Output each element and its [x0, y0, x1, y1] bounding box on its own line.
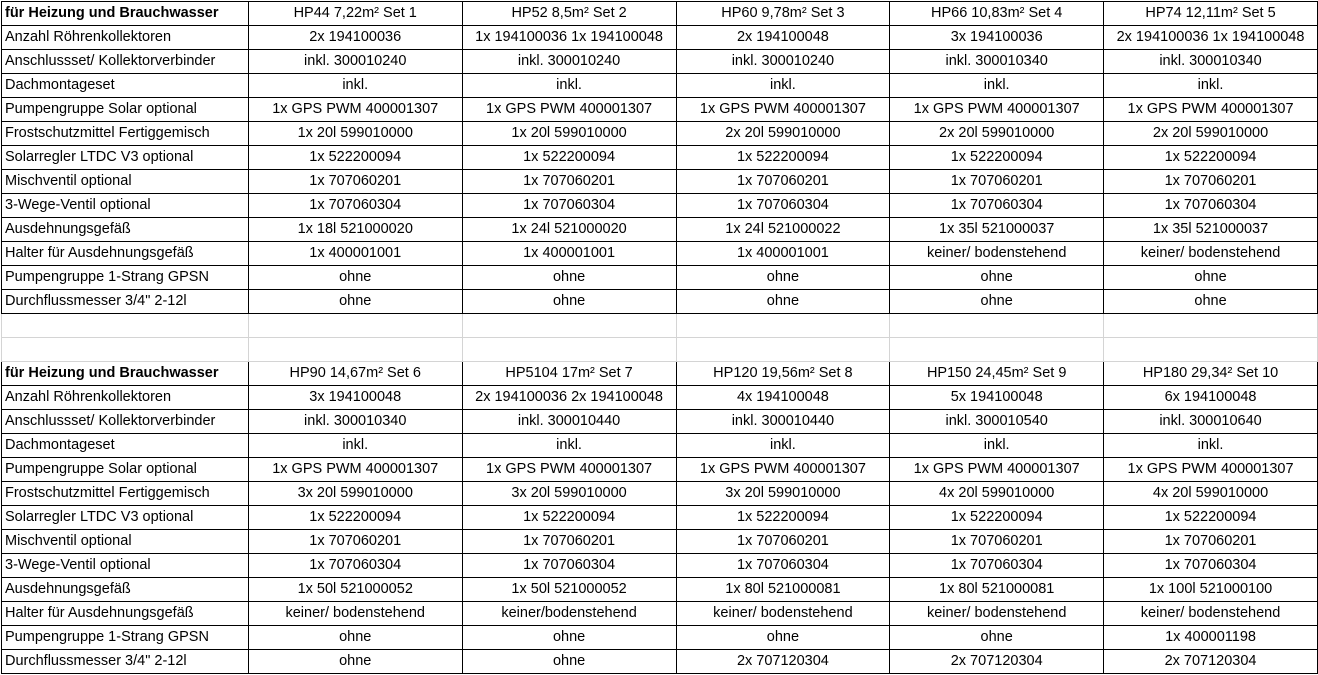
table-row	[2, 122, 1318, 146]
table-row	[2, 626, 1318, 650]
value-cell[interactable]: 1x 707060201	[1104, 530, 1318, 554]
value-cell[interactable]: 4x 20l 599010000	[890, 482, 1104, 506]
value-cell[interactable]: 1x 20l 599010000	[248, 122, 462, 146]
table-row	[2, 410, 1318, 434]
table-row	[2, 290, 1318, 314]
value-cell[interactable]: 5x 194100048	[890, 386, 1104, 410]
value-cell[interactable]: 2x 194100036 2x 194100048	[462, 386, 676, 410]
value-cell[interactable]: HP60 9,78m² Set 3	[676, 2, 890, 26]
value-cell[interactable]: keiner/ bodenstehend	[890, 602, 1104, 626]
table-row	[2, 554, 1318, 578]
row-label-cell[interactable]: Ausdehnungsgefäß	[2, 218, 249, 242]
value-cell[interactable]: 1x 100l 521000100	[1104, 578, 1318, 602]
table-row	[2, 458, 1318, 482]
row-label-cell[interactable]: Frostschutzmittel Fertiggemisch	[2, 482, 249, 506]
row-label-cell[interactable]: Pumpengruppe 1-Strang GPSN	[2, 266, 249, 290]
value-cell[interactable]: 2x 20l 599010000	[676, 122, 890, 146]
value-cell[interactable]: ohne	[462, 290, 676, 314]
value-cell[interactable]: inkl.	[462, 74, 676, 98]
value-cell[interactable]: 1x 707060304	[676, 194, 890, 218]
value-cell[interactable]: 2x 20l 599010000	[1104, 122, 1318, 146]
value-cell[interactable]: inkl.	[890, 434, 1104, 458]
value-cell[interactable]: 1x GPS PWM 400001307	[890, 458, 1104, 482]
value-cell[interactable]: 1x 707060304	[890, 554, 1104, 578]
value-cell[interactable]: ohne	[248, 626, 462, 650]
value-cell[interactable]: 3x 194100036	[890, 26, 1104, 50]
value-cell[interactable]: ohne	[676, 266, 890, 290]
value-cell[interactable]: 4x 20l 599010000	[1104, 482, 1318, 506]
value-cell[interactable]: inkl.	[248, 434, 462, 458]
value-cell[interactable]: 6x 194100048	[1104, 386, 1318, 410]
value-cell[interactable]: 1x 18l 521000020	[248, 218, 462, 242]
empty-cell[interactable]	[462, 338, 676, 362]
empty-cell[interactable]	[248, 338, 462, 362]
row-label-cell[interactable]: Solarregler LTDC V3 optional	[2, 146, 249, 170]
value-cell[interactable]: 1x 24l 521000022	[676, 218, 890, 242]
value-cell[interactable]: 2x 194100036	[248, 26, 462, 50]
value-cell[interactable]: ohne	[1104, 290, 1318, 314]
value-cell[interactable]: inkl. 300010240	[248, 50, 462, 74]
empty-cell[interactable]	[1104, 314, 1318, 338]
value-cell[interactable]: 1x GPS PWM 400001307	[462, 458, 676, 482]
row-label-cell[interactable]: Halter für Ausdehnungsgefäß	[2, 602, 249, 626]
value-cell[interactable]: 1x 707060304	[248, 554, 462, 578]
table-row	[2, 530, 1318, 554]
value-cell[interactable]: ohne	[248, 290, 462, 314]
value-cell[interactable]: 2x 707120304	[890, 650, 1104, 674]
value-cell[interactable]: 1x 707060304	[1104, 194, 1318, 218]
value-cell[interactable]: ohne	[462, 650, 676, 674]
value-cell[interactable]: 1x 707060304	[462, 554, 676, 578]
value-cell[interactable]: 3x 20l 599010000	[676, 482, 890, 506]
value-cell[interactable]: 1x 522200094	[462, 146, 676, 170]
value-cell[interactable]: 2x 707120304	[676, 650, 890, 674]
row-label-cell[interactable]: Ausdehnungsgefäß	[2, 578, 249, 602]
table-row	[2, 194, 1318, 218]
row-label-cell[interactable]: für Heizung und Brauchwasser	[2, 362, 249, 386]
value-cell[interactable]: ohne	[462, 626, 676, 650]
table-header-row	[2, 2, 1318, 26]
value-cell[interactable]: 1x 707060201	[890, 530, 1104, 554]
value-cell[interactable]: keiner/bodenstehend	[462, 602, 676, 626]
empty-cell[interactable]	[676, 314, 890, 338]
value-cell[interactable]: inkl. 300010340	[248, 410, 462, 434]
value-cell[interactable]: 1x GPS PWM 400001307	[462, 98, 676, 122]
value-cell[interactable]: inkl.	[890, 74, 1104, 98]
value-cell[interactable]: inkl. 300010340	[1104, 50, 1318, 74]
value-cell[interactable]: 1x 522200094	[248, 506, 462, 530]
value-cell[interactable]: 1x GPS PWM 400001307	[676, 458, 890, 482]
empty-cell[interactable]	[2, 338, 249, 362]
value-cell[interactable]: keiner/ bodenstehend	[890, 242, 1104, 266]
table-row	[2, 482, 1318, 506]
value-cell[interactable]: keiner/ bodenstehend	[248, 602, 462, 626]
value-cell[interactable]: 1x 707060304	[676, 554, 890, 578]
table-row	[2, 170, 1318, 194]
value-cell[interactable]: 3x 20l 599010000	[248, 482, 462, 506]
value-cell[interactable]: 1x 400001198	[1104, 626, 1318, 650]
row-label-cell[interactable]: 3-Wege-Ventil optional	[2, 194, 249, 218]
value-cell[interactable]: 1x 707060201	[1104, 170, 1318, 194]
value-cell[interactable]: HP120 19,56m² Set 8	[676, 362, 890, 386]
value-cell[interactable]: inkl. 300010640	[1104, 410, 1318, 434]
value-cell[interactable]: 1x 80l 521000081	[676, 578, 890, 602]
value-cell[interactable]: 1x 522200094	[248, 146, 462, 170]
value-cell[interactable]: 1x 707060201	[890, 170, 1104, 194]
value-cell[interactable]: 1x 400001001	[676, 242, 890, 266]
value-cell[interactable]: HP150 24,45m² Set 9	[890, 362, 1104, 386]
value-cell[interactable]: 1x 522200094	[462, 506, 676, 530]
row-label-cell[interactable]: Durchflussmesser 3/4" 2-12l	[2, 650, 249, 674]
value-cell[interactable]: 1x GPS PWM 400001307	[248, 458, 462, 482]
row-label-cell[interactable]: Anzahl Röhrenkollektoren	[2, 386, 249, 410]
value-cell[interactable]: 1x 80l 521000081	[890, 578, 1104, 602]
value-cell[interactable]: inkl.	[1104, 74, 1318, 98]
value-cell[interactable]: inkl.	[676, 74, 890, 98]
row-label-cell[interactable]: Anschlussset/ Kollektorverbinder	[2, 50, 249, 74]
value-cell[interactable]: 1x 707060304	[890, 194, 1104, 218]
value-cell[interactable]: 1x 50l 521000052	[248, 578, 462, 602]
row-label-cell[interactable]: Dachmontageset	[2, 434, 249, 458]
row-label-cell[interactable]: Dachmontageset	[2, 74, 249, 98]
value-cell[interactable]: 2x 20l 599010000	[890, 122, 1104, 146]
value-cell[interactable]: 1x 707060304	[1104, 554, 1318, 578]
row-label-cell[interactable]: Pumpengruppe 1-Strang GPSN	[2, 626, 249, 650]
value-cell[interactable]: 2x 194100048	[676, 26, 890, 50]
value-cell[interactable]: HP44 7,22m² Set 1	[248, 2, 462, 26]
value-cell[interactable]: 1x 707060201	[462, 170, 676, 194]
value-cell[interactable]: inkl. 300010540	[890, 410, 1104, 434]
table-row	[2, 578, 1318, 602]
value-cell[interactable]: 1x 400001001	[248, 242, 462, 266]
table-header-row	[2, 362, 1318, 386]
value-cell[interactable]: 1x 400001001	[462, 242, 676, 266]
value-cell[interactable]: HP90 14,67m² Set 6	[248, 362, 462, 386]
empty-cell[interactable]	[2, 314, 249, 338]
value-cell[interactable]: ohne	[676, 626, 890, 650]
value-cell[interactable]: 1x GPS PWM 400001307	[676, 98, 890, 122]
value-cell[interactable]: 1x 707060201	[248, 530, 462, 554]
row-label-cell[interactable]: Pumpengruppe Solar optional	[2, 458, 249, 482]
value-cell[interactable]: 1x GPS PWM 400001307	[1104, 458, 1318, 482]
value-cell[interactable]: 1x 24l 521000020	[462, 218, 676, 242]
empty-row	[2, 338, 1318, 362]
empty-cell[interactable]	[890, 338, 1104, 362]
value-cell[interactable]: ohne	[248, 650, 462, 674]
table-row	[2, 50, 1318, 74]
value-cell[interactable]: 1x 522200094	[890, 506, 1104, 530]
row-label-cell[interactable]: Halter für Ausdehnungsgefäß	[2, 242, 249, 266]
row-label-cell[interactable]: für Heizung und Brauchwasser	[2, 2, 249, 26]
row-label-cell[interactable]: Durchflussmesser 3/4" 2-12l	[2, 290, 249, 314]
value-cell[interactable]: inkl. 300010440	[462, 410, 676, 434]
value-cell[interactable]: 1x 522200094	[890, 146, 1104, 170]
value-cell[interactable]: 3x 20l 599010000	[462, 482, 676, 506]
value-cell[interactable]: ohne	[676, 290, 890, 314]
value-cell[interactable]: HP52 8,5m² Set 2	[462, 2, 676, 26]
value-cell[interactable]: 4x 194100048	[676, 386, 890, 410]
value-cell[interactable]: HP5104 17m² Set 7	[462, 362, 676, 386]
table-row	[2, 650, 1318, 674]
value-cell[interactable]: 1x 194100036 1x 194100048	[462, 26, 676, 50]
table-row	[2, 386, 1318, 410]
empty-cell[interactable]	[676, 338, 890, 362]
value-cell[interactable]: 1x 522200094	[1104, 506, 1318, 530]
empty-cell[interactable]	[462, 314, 676, 338]
value-cell[interactable]: 1x 35l 521000037	[1104, 218, 1318, 242]
value-cell[interactable]: 1x GPS PWM 400001307	[890, 98, 1104, 122]
row-label-cell[interactable]: Pumpengruppe Solar optional	[2, 98, 249, 122]
value-cell[interactable]: 1x 35l 521000037	[890, 218, 1104, 242]
value-cell[interactable]: 2x 707120304	[1104, 650, 1318, 674]
table-row	[2, 26, 1318, 50]
value-cell[interactable]: 1x 522200094	[1104, 146, 1318, 170]
value-cell[interactable]: inkl.	[1104, 434, 1318, 458]
value-cell[interactable]: ohne	[1104, 266, 1318, 290]
table-row	[2, 242, 1318, 266]
value-cell[interactable]: 1x 50l 521000052	[462, 578, 676, 602]
value-cell[interactable]: 3x 194100048	[248, 386, 462, 410]
empty-cell[interactable]	[248, 314, 462, 338]
value-cell[interactable]: 1x 707060201	[676, 170, 890, 194]
row-label-cell[interactable]: Frostschutzmittel Fertiggemisch	[2, 122, 249, 146]
value-cell[interactable]: inkl. 300010240	[676, 50, 890, 74]
row-label-cell[interactable]: 3-Wege-Ventil optional	[2, 554, 249, 578]
table-row	[2, 266, 1318, 290]
value-cell[interactable]: ohne	[462, 266, 676, 290]
value-cell[interactable]: inkl.	[248, 74, 462, 98]
table-row	[2, 74, 1318, 98]
value-cell[interactable]: 1x 707060201	[676, 530, 890, 554]
value-cell[interactable]: HP66 10,83m² Set 4	[890, 2, 1104, 26]
value-cell[interactable]: ohne	[890, 290, 1104, 314]
value-cell[interactable]: 1x 707060201	[462, 530, 676, 554]
empty-cell[interactable]	[890, 314, 1104, 338]
value-cell[interactable]: 1x GPS PWM 400001307	[248, 98, 462, 122]
row-label-cell[interactable]: Mischventil optional	[2, 170, 249, 194]
empty-cell[interactable]	[1104, 338, 1318, 362]
table-row	[2, 98, 1318, 122]
value-cell[interactable]: 1x 522200094	[676, 146, 890, 170]
value-cell[interactable]: 1x 707060201	[248, 170, 462, 194]
value-cell[interactable]: 1x 707060304	[248, 194, 462, 218]
value-cell[interactable]: inkl. 300010440	[676, 410, 890, 434]
table-row	[2, 602, 1318, 626]
value-cell[interactable]: ohne	[890, 626, 1104, 650]
row-label-cell[interactable]: Anzahl Röhrenkollektoren	[2, 26, 249, 50]
value-cell[interactable]: 1x 522200094	[676, 506, 890, 530]
value-cell[interactable]: HP74 12,11m² Set 5	[1104, 2, 1318, 26]
value-cell[interactable]: keiner/ bodenstehend	[676, 602, 890, 626]
table-row	[2, 434, 1318, 458]
spreadsheet-grid	[1, 1, 1318, 674]
value-cell[interactable]: ohne	[890, 266, 1104, 290]
row-label-cell[interactable]: Solarregler LTDC V3 optional	[2, 506, 249, 530]
row-label-cell[interactable]: Anschlussset/ Kollektorverbinder	[2, 410, 249, 434]
value-cell[interactable]: ohne	[248, 266, 462, 290]
value-cell[interactable]: 1x 20l 599010000	[462, 122, 676, 146]
value-cell[interactable]: inkl.	[462, 434, 676, 458]
table-row	[2, 218, 1318, 242]
value-cell[interactable]: 2x 194100036 1x 194100048	[1104, 26, 1318, 50]
value-cell[interactable]: keiner/ bodenstehend	[1104, 602, 1318, 626]
value-cell[interactable]: 1x GPS PWM 400001307	[1104, 98, 1318, 122]
value-cell[interactable]: inkl. 300010240	[462, 50, 676, 74]
value-cell[interactable]: inkl. 300010340	[890, 50, 1104, 74]
row-label-cell[interactable]: Mischventil optional	[2, 530, 249, 554]
value-cell[interactable]: 1x 707060304	[462, 194, 676, 218]
value-cell[interactable]: keiner/ bodenstehend	[1104, 242, 1318, 266]
value-cell[interactable]: HP180 29,34² Set 10	[1104, 362, 1318, 386]
empty-row	[2, 314, 1318, 338]
table-row	[2, 506, 1318, 530]
table-row	[2, 146, 1318, 170]
value-cell[interactable]: inkl.	[676, 434, 890, 458]
